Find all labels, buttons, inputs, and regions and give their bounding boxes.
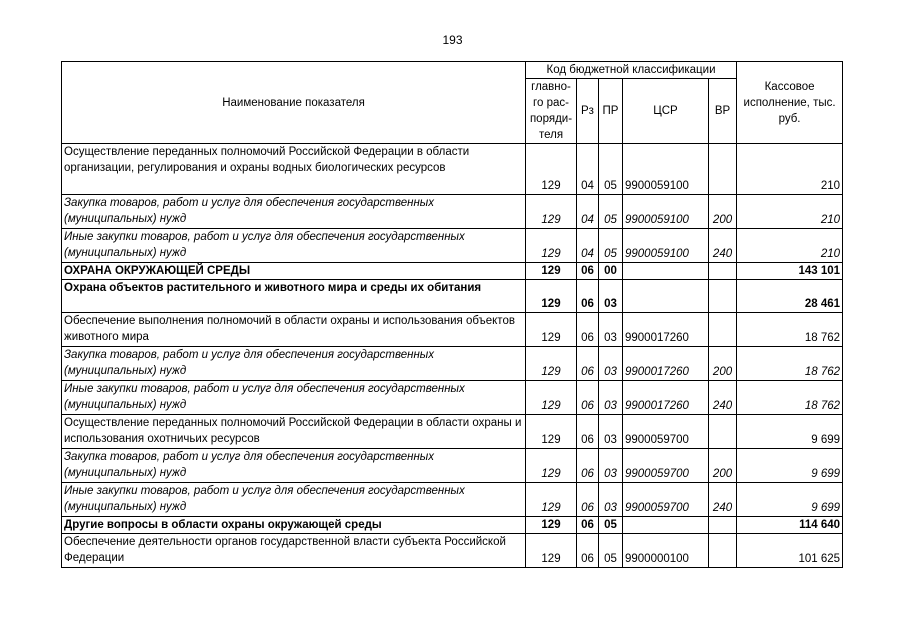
cell-pr: 05 bbox=[599, 195, 623, 229]
cell-vr bbox=[709, 313, 737, 347]
cell-pr: 05 bbox=[599, 144, 623, 195]
cell-pr: 05 bbox=[599, 229, 623, 263]
cell-amount: 210 bbox=[737, 195, 843, 229]
cell-amount: 9 699 bbox=[737, 483, 843, 517]
cell-amount: 210 bbox=[737, 144, 843, 195]
cell-amount: 18 762 bbox=[737, 381, 843, 415]
cell-amount: 114 640 bbox=[737, 517, 843, 534]
cell-name: Закупка товаров, работ и услуг для обеспечения государственных (муниципальных) нужд bbox=[62, 347, 526, 381]
cell-glav: 129 bbox=[526, 449, 577, 483]
cell-glav: 129 bbox=[526, 229, 577, 263]
cell-vr: 240 bbox=[709, 483, 737, 517]
cell-glav: 129 bbox=[526, 263, 577, 280]
table-body bbox=[62, 144, 843, 568]
cell-pr: 03 bbox=[599, 313, 623, 347]
cell-glav: 129 bbox=[526, 195, 577, 229]
cell-vr: 200 bbox=[709, 347, 737, 381]
cell-rz: 04 bbox=[577, 144, 599, 195]
cell-glav: 129 bbox=[526, 280, 577, 313]
cell-pr: 05 bbox=[599, 534, 623, 568]
cell-name: Обеспечение деятельности органов государственной власти субъекта Российской Федерации bbox=[62, 534, 526, 568]
table-row bbox=[62, 449, 843, 483]
header-csr: ЦСР bbox=[623, 79, 709, 144]
cell-amount: 9 699 bbox=[737, 449, 843, 483]
cell-amount: 9 699 bbox=[737, 415, 843, 449]
cell-amount: 18 762 bbox=[737, 347, 843, 381]
cell-rz: 06 bbox=[577, 483, 599, 517]
cell-vr bbox=[709, 534, 737, 568]
cell-name: Закупка товаров, работ и услуг для обеспечения государственных (муниципальных) нужд bbox=[62, 449, 526, 483]
cell-pr: 00 bbox=[599, 263, 623, 280]
cell-vr: 240 bbox=[709, 229, 737, 263]
cell-rz: 06 bbox=[577, 415, 599, 449]
table-row bbox=[62, 517, 843, 534]
table-row bbox=[62, 195, 843, 229]
table-row bbox=[62, 381, 843, 415]
budget-table bbox=[61, 61, 843, 568]
cell-pr: 05 bbox=[599, 517, 623, 534]
cell-csr: 9900017260 bbox=[623, 313, 709, 347]
cell-csr: 9900059700 bbox=[623, 483, 709, 517]
cell-vr bbox=[709, 263, 737, 280]
cell-glav: 129 bbox=[526, 483, 577, 517]
cell-name: ОХРАНА ОКРУЖАЮЩЕЙ СРЕДЫ bbox=[62, 263, 526, 280]
cell-csr: 9900000100 bbox=[623, 534, 709, 568]
cell-amount: 101 625 bbox=[737, 534, 843, 568]
table-row bbox=[62, 280, 843, 313]
cell-name: Иные закупки товаров, работ и услуг для обеспечения государственных (муниципальных) нужд bbox=[62, 381, 526, 415]
cell-glav: 129 bbox=[526, 381, 577, 415]
table-row bbox=[62, 347, 843, 381]
cell-vr: 200 bbox=[709, 449, 737, 483]
cell-vr bbox=[709, 280, 737, 313]
cell-glav: 129 bbox=[526, 534, 577, 568]
table-row bbox=[62, 534, 843, 568]
page-number: 193 bbox=[442, 33, 463, 47]
cell-name: Закупка товаров, работ и услуг для обеспечения государственных (муниципальных) нужд bbox=[62, 195, 526, 229]
cell-rz: 06 bbox=[577, 280, 599, 313]
cell-csr: 9900017260 bbox=[623, 347, 709, 381]
table-row bbox=[62, 229, 843, 263]
cell-vr: 200 bbox=[709, 195, 737, 229]
table-row bbox=[62, 144, 843, 195]
cell-csr bbox=[623, 517, 709, 534]
cell-rz: 06 bbox=[577, 381, 599, 415]
table-row bbox=[62, 263, 843, 280]
cell-glav: 129 bbox=[526, 517, 577, 534]
cell-vr: 240 bbox=[709, 381, 737, 415]
cell-vr bbox=[709, 144, 737, 195]
cell-name: Иные закупки товаров, работ и услуг для обеспечения государственных (муниципальных) нужд bbox=[62, 229, 526, 263]
cell-pr: 03 bbox=[599, 415, 623, 449]
cell-csr: 9900059700 bbox=[623, 449, 709, 483]
header-amount: Кассовое исполнение, тыс. руб. bbox=[737, 62, 843, 144]
cell-rz: 06 bbox=[577, 449, 599, 483]
cell-name: Обеспечение выполнения полномочий в области охраны и использования объектов животного мира bbox=[62, 313, 526, 347]
cell-amount: 28 461 bbox=[737, 280, 843, 313]
cell-pr: 03 bbox=[599, 381, 623, 415]
cell-name: Охрана объектов растительного и животного мира и среды их обитания bbox=[62, 280, 526, 313]
cell-name: Осуществление переданных полномочий Российской Федерации в области охраны и использования охотничьих ресурсов bbox=[62, 415, 526, 449]
header-pr: ПР bbox=[599, 79, 623, 144]
cell-glav: 129 bbox=[526, 313, 577, 347]
cell-rz: 06 bbox=[577, 534, 599, 568]
cell-rz: 06 bbox=[577, 347, 599, 381]
cell-glav: 129 bbox=[526, 415, 577, 449]
cell-csr: 9900059100 bbox=[623, 229, 709, 263]
cell-pr: 03 bbox=[599, 449, 623, 483]
cell-glav: 129 bbox=[526, 144, 577, 195]
cell-csr: 9900059700 bbox=[623, 415, 709, 449]
cell-amount: 18 762 bbox=[737, 313, 843, 347]
cell-vr bbox=[709, 517, 737, 534]
cell-csr: 9900059100 bbox=[623, 144, 709, 195]
header-code-group: Код бюджетной классификации bbox=[526, 62, 737, 79]
header-vr: ВР bbox=[709, 79, 737, 144]
cell-pr: 03 bbox=[599, 347, 623, 381]
cell-pr: 03 bbox=[599, 483, 623, 517]
cell-name: Осуществление переданных полномочий Российской Федерации в области организации, регулирования и охраны водных биологических ресурсов bbox=[62, 144, 526, 195]
cell-rz: 04 bbox=[577, 229, 599, 263]
table-row bbox=[62, 313, 843, 347]
cell-name: Другие вопросы в области охраны окружающей среды bbox=[62, 517, 526, 534]
cell-csr: 9900017260 bbox=[623, 381, 709, 415]
cell-rz: 04 bbox=[577, 195, 599, 229]
header-rz: Рз bbox=[577, 79, 599, 144]
header-name: Наименование показателя bbox=[62, 62, 526, 144]
header-glav: главно-го рас-поряди-теля bbox=[526, 79, 577, 144]
cell-rz: 06 bbox=[577, 313, 599, 347]
cell-csr bbox=[623, 263, 709, 280]
cell-rz: 06 bbox=[577, 517, 599, 534]
cell-rz: 06 bbox=[577, 263, 599, 280]
cell-glav: 129 bbox=[526, 347, 577, 381]
cell-pr: 03 bbox=[599, 280, 623, 313]
cell-amount: 210 bbox=[737, 229, 843, 263]
table-row bbox=[62, 483, 843, 517]
cell-vr bbox=[709, 415, 737, 449]
cell-amount: 143 101 bbox=[737, 263, 843, 280]
cell-csr bbox=[623, 280, 709, 313]
cell-csr: 9900059100 bbox=[623, 195, 709, 229]
table-row bbox=[62, 415, 843, 449]
cell-name: Иные закупки товаров, работ и услуг для обеспечения государственных (муниципальных) нужд bbox=[62, 483, 526, 517]
